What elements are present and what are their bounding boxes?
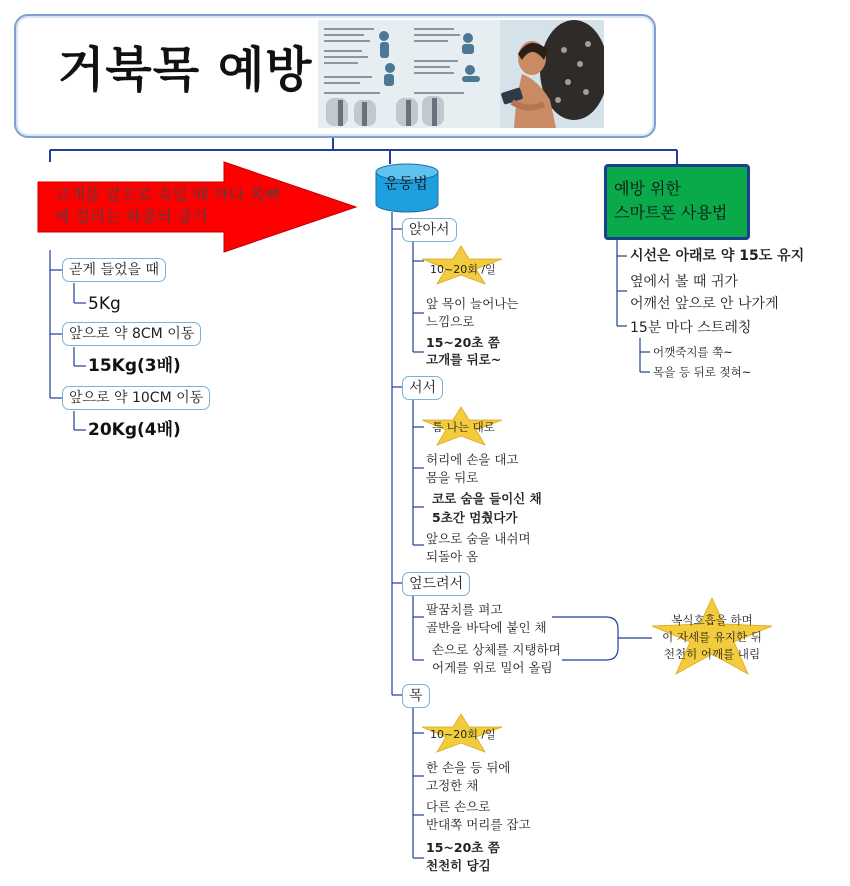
lying-line1: 팔꿈치를 펴고 bbox=[426, 602, 503, 617]
neck-line2: 고정한 채 bbox=[426, 778, 479, 793]
sitting-line1: 앞 목이 늘어나는 bbox=[426, 296, 519, 311]
infographic-illustration bbox=[318, 20, 604, 128]
sitting-bold1: 15~20초 쯤 bbox=[426, 335, 500, 350]
exercise-root-label: 운동법 bbox=[384, 174, 428, 192]
left-value-straight: 5Kg bbox=[88, 294, 121, 314]
left-value-8cm: 15Kg(3배) bbox=[88, 356, 181, 376]
neck-bold2: 천천히 당김 bbox=[426, 858, 491, 873]
tip-ear-line1: 옆에서 볼 때 귀가 bbox=[630, 274, 739, 290]
left-node-8cm: 앞으로 약 8CM 이동 bbox=[62, 322, 201, 346]
standing-line4: 되돌아 옴 bbox=[426, 549, 479, 564]
sitting-bold2: 고개를 뒤로~ bbox=[426, 352, 502, 367]
left-node-10cm: 앞으로 약 10CM 이동 bbox=[62, 386, 210, 410]
lying-line3: 손으로 상체를 지탱하며 bbox=[432, 642, 561, 657]
node-sitting: 앉아서 bbox=[402, 218, 457, 242]
standing-line1: 허리에 손을 대고 bbox=[426, 452, 519, 467]
neck-line3: 다른 손으로 bbox=[426, 799, 491, 814]
standing-bold1: 코로 숨을 들이신 채 bbox=[432, 491, 542, 506]
standing-bold2: 5초간 멈췄다가 bbox=[432, 510, 518, 525]
smartphone-title-line2: 스마트폰 사용법 bbox=[614, 203, 728, 222]
node-lying: 엎드려서 bbox=[402, 572, 470, 596]
breathing-line3: 천천히 어깨를 내림 bbox=[663, 647, 761, 661]
standing-line3: 앞으로 숨을 내쉬며 bbox=[426, 531, 531, 546]
breathing-line2: 이 자세를 유지한 뒤 bbox=[662, 630, 762, 644]
node-standing: 서서 bbox=[402, 376, 443, 400]
breathing-line1: 복식호흡을 하며 bbox=[671, 613, 753, 627]
neck-line1: 한 손을 등 뒤에 bbox=[426, 760, 511, 775]
neck-bold1: 15~20초 쯤 bbox=[426, 840, 500, 855]
page-title: 거북목 예방 bbox=[58, 42, 313, 98]
infographic-image bbox=[318, 20, 604, 128]
lying-line4: 어게를 위로 밀어 올림 bbox=[432, 660, 553, 675]
stretch-shoulder: 어깻죽지를 쭉~ bbox=[653, 345, 733, 359]
stretch-neck-back: 목을 등 뒤로 젖혀~ bbox=[653, 365, 752, 379]
sitting-line2: 느낌으로 bbox=[426, 314, 475, 329]
standing-line2: 몸을 뒤로 bbox=[426, 470, 479, 485]
arrow-text: 고개를 앞으로 숙일 때 마다 목뼈에 걸리는 하중의 증가 bbox=[54, 185, 281, 226]
left-node-straight: 곧게 들었을 때 bbox=[62, 258, 166, 282]
left-value-10cm: 20Kg(4배) bbox=[88, 420, 181, 440]
standing-star-text: 틈 나는 대로 bbox=[432, 420, 495, 434]
tip-gaze: 시선은 아래로 약 15도 유지 bbox=[630, 248, 805, 264]
neck-line4: 반대쪽 머리를 잡고 bbox=[426, 817, 531, 832]
sitting-star-text: 10~20회 /일 bbox=[430, 263, 496, 276]
node-neck: 목 bbox=[402, 684, 430, 708]
tip-ear-line2: 어깨선 앞으로 안 나가게 bbox=[630, 296, 779, 312]
neck-star-text: 10~20회 /일 bbox=[430, 728, 496, 741]
lying-line2: 골반을 바닥에 붙인 채 bbox=[426, 620, 547, 635]
tip-stretch: 15분 마다 스트레칭 bbox=[630, 320, 752, 336]
smartphone-title-line1: 예방 위한 bbox=[614, 179, 681, 198]
